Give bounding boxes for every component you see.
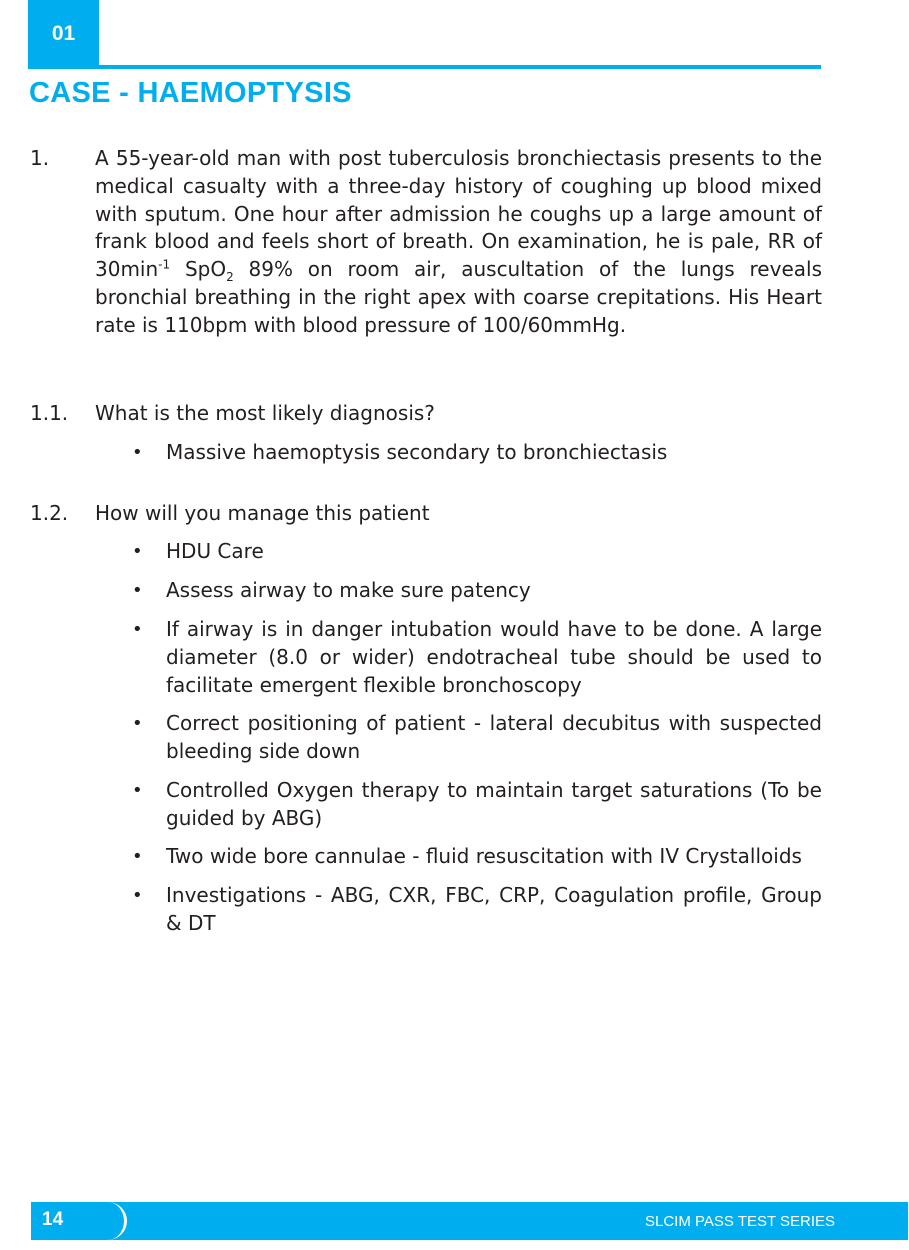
bullet-icon: • bbox=[132, 885, 143, 906]
question-number: 1. bbox=[30, 146, 50, 170]
bullet-icon: • bbox=[132, 580, 143, 601]
chapter-number-box bbox=[28, 0, 99, 67]
series-name: SLCIM PASS TEST SERIES bbox=[645, 1213, 836, 1230]
bullet-icon: • bbox=[132, 541, 143, 562]
subquestion-text: How will you manage this patient bbox=[95, 501, 430, 525]
chapter-number: 01 bbox=[51, 21, 76, 45]
subquestion-text: What is the most likely diagnosis? bbox=[95, 401, 435, 425]
bullet-icon: • bbox=[132, 780, 143, 801]
bullet-icon: • bbox=[132, 846, 143, 867]
question-stem: A 55-year-old man with post tuberculosis bronchiectasis presents to the medical casualty with a three-day history of coughing up blood mixed with sputum. One hour after admission he coughs up a large amount of frank blood and feels short of breath. On examination, he is pale, RR of $30\min^{-1}$ SpO$_2$ 89% on room air, auscultation of the lungs reveals bronchial breathing in the right apex with coarse crepitations. His Heart rate is 110bpm with blood pressure of 100/60mmHg. bbox=[95, 146, 822, 337]
bullet-icon: • bbox=[132, 442, 143, 463]
bullet-icon: • bbox=[132, 713, 143, 734]
case-title: CASE - HAEMOPTYSIS bbox=[29, 77, 352, 109]
bullet-icon: • bbox=[132, 619, 143, 640]
subquestion-number: 1.1. bbox=[30, 401, 69, 425]
page-number: 14 bbox=[42, 1209, 64, 1230]
header-rule bbox=[28, 65, 821, 69]
subquestion-number: 1.2. bbox=[30, 501, 69, 525]
